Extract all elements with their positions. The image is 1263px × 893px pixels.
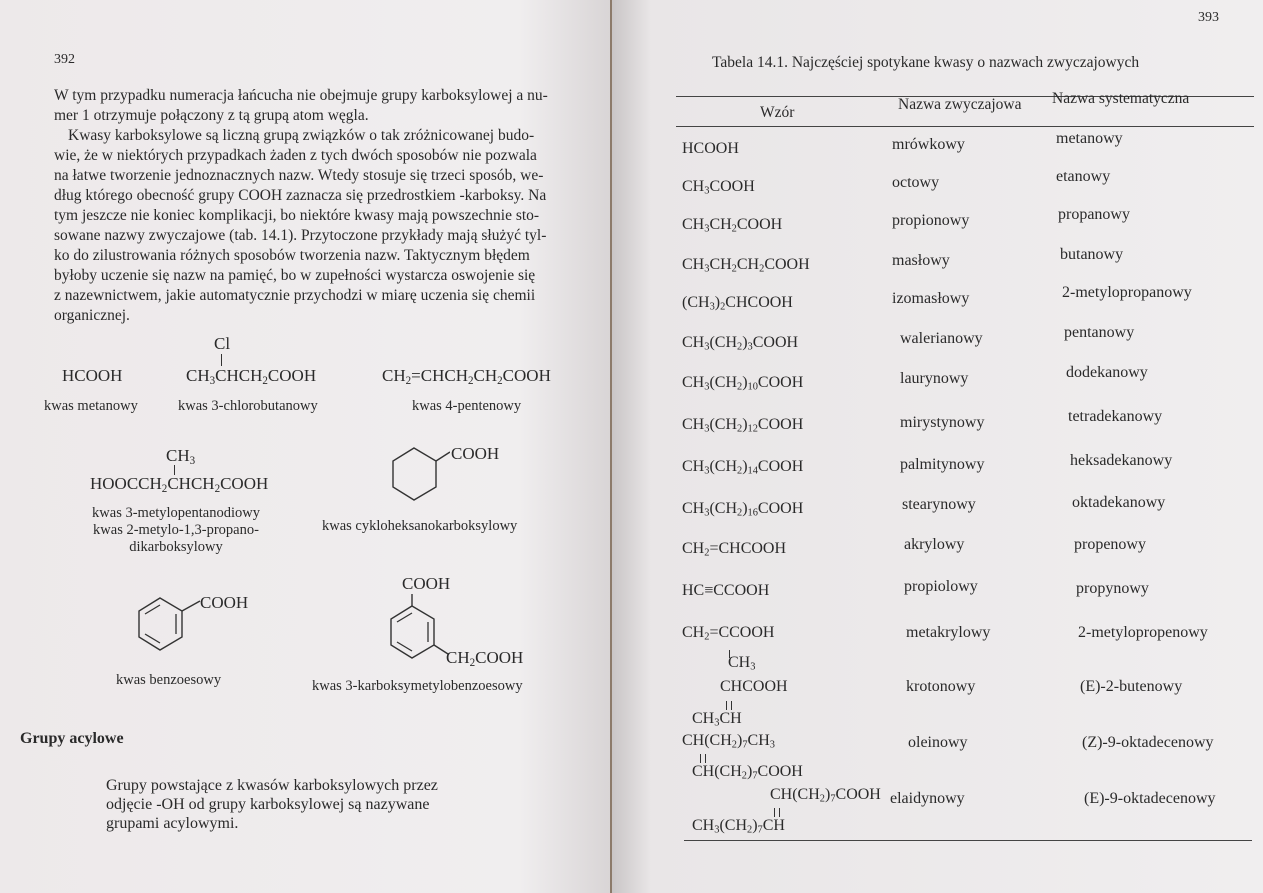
cell-formula: $CH(CH_2)_7CH_3$ <box>682 732 775 751</box>
cell-formula: CHCOOH <box>720 678 788 695</box>
cell-formula: $CH(CH_2)_7COOH$ <box>770 786 881 805</box>
cell-common-name: elaidynowy <box>890 790 965 807</box>
formula-methylpentanedioic: $HOOCCH_2CHCH_2COOH$ <box>90 474 269 495</box>
header-common-name: Nazwa zwyczajowa <box>898 96 1022 113</box>
cyclohexane-ring <box>390 440 450 504</box>
table-row <box>682 206 1242 238</box>
page-number: 392 <box>54 52 75 67</box>
cell-formula: $CH_3CH_2CH_2COOH$ <box>682 256 810 275</box>
name-line: kwas 3-metylopentanodiowy <box>92 505 260 521</box>
formula-chlorobutanoic: $CH_3CHCH_2COOH$ <box>186 366 317 387</box>
paragraph-line: tym jeszcze nie koniec komplikacji, bo niektóre kwasy mają powszechnie sto- <box>54 207 540 224</box>
cell-common-name: metakrylowy <box>906 624 991 641</box>
cell-systematic-name: (E)-2-butenowy <box>1080 678 1183 695</box>
cell-systematic-name: etanowy <box>1056 168 1111 185</box>
cell-systematic-name: oktadekanowy <box>1072 494 1166 511</box>
table-row <box>682 364 1242 396</box>
paragraph-line: mer 1 otrzymuje połączony z tą grupą atom węgla. <box>54 107 369 124</box>
benzene-ring-substituted <box>378 592 450 664</box>
paragraph-line: byłoby uczenie się nazw na pamięć, bo w zupełności wystarcza oswojenie się <box>54 267 536 284</box>
table-row <box>682 578 1242 604</box>
table-row <box>682 786 1242 808</box>
crotonic-lower-line: $CH_3CH$ <box>692 710 742 729</box>
cell-common-name: mrówkowy <box>892 136 965 153</box>
formula-carboxymethyl-cooh: COOH <box>402 574 451 593</box>
cell-formula: $CH_3(CH_2)_3COOH$ <box>682 334 799 353</box>
cell-systematic-name: metanowy <box>1056 130 1123 147</box>
cell-common-name: oleinowy <box>908 734 968 751</box>
table-row <box>682 494 1242 522</box>
paragraph-line: dług którego obecność grupy COOH zaznacza się przedrostkiem -karboksy. Na <box>54 187 547 204</box>
right-page <box>612 0 1263 893</box>
cell-systematic-name: propanowy <box>1058 206 1130 223</box>
table-row <box>682 624 1242 646</box>
body-paragraph <box>54 86 566 326</box>
cell-formula: $CH_3(CH_2)_{16}COOH$ <box>682 500 804 519</box>
header-formula: Wzór <box>760 104 795 121</box>
name-cyclohexanecarboxylic: kwas cykloheksanokarboksylowy <box>322 518 518 534</box>
formula-cyclohex-cooh: COOH <box>451 444 500 463</box>
paragraph-line: ko do zilustrowania różnych sposobów tworzenia nazw. Taktycznym błędem <box>54 247 530 264</box>
formula-methyl-substituent: $CH_3$ <box>166 446 196 467</box>
name-carboxymethylbenzoic: kwas 3-karboksymetylobenzoesowy <box>312 678 523 694</box>
name-chlorobutanoic: kwas 3-chlorobutanowy <box>178 398 318 414</box>
name-pentenoic: kwas 4-pentenowy <box>412 398 522 414</box>
cell-systematic-name: butanowy <box>1060 246 1124 263</box>
formula-pentenoic: $CH_2=CHCH_2CH_2COOH$ <box>382 366 551 387</box>
paragraph-line: sowane nazwy zwyczajowe (tab. 14.1). Przytoczone przykłady mają służyć tyl- <box>54 227 547 244</box>
double-bond <box>700 754 706 763</box>
table-row <box>682 536 1242 562</box>
formula-chloro-substituent: Cl <box>214 334 231 353</box>
cell-formula: HC≡CCOOH <box>682 582 770 599</box>
formula-benzoic-cooh: COOH <box>200 593 249 612</box>
acyl-line: odjęcie -OH od grupy karboksylowej są nazywane <box>106 796 430 813</box>
cell-common-name: propionowy <box>892 212 970 229</box>
bond-line <box>221 354 222 366</box>
cell-systematic-name: (Z)-9-oktadecenowy <box>1082 734 1214 751</box>
acyl-line: Grupy powstające z kwasów karboksylowych przez <box>106 777 438 794</box>
table-rule-header <box>676 126 1254 127</box>
cell-systematic-name: pentanowy <box>1064 324 1135 341</box>
cell-systematic-name: 2-metylopropenowy <box>1078 624 1208 641</box>
cell-formula: $CH_3(CH_2)_{10}COOH$ <box>682 374 804 393</box>
table-row <box>682 130 1242 162</box>
cell-common-name: masłowy <box>892 252 950 269</box>
cell-systematic-name: propynowy <box>1076 580 1149 597</box>
formula-carboxymethyl-ch2cooh: $CH_2COOH$ <box>446 648 524 669</box>
paragraph-line: na łatwe tworzenie jednoznacznych nazw. Wtedy stosuje się trzeci sposób, we- <box>54 167 544 184</box>
table-row <box>682 324 1242 356</box>
name-benzoic: kwas benzoesowy <box>116 672 222 688</box>
cell-common-name: laurynowy <box>900 370 969 387</box>
table-row <box>682 246 1242 278</box>
cell-systematic-name: (E)-9-oktadecenowy <box>1084 790 1216 807</box>
benzene-ring <box>134 590 204 658</box>
cell-systematic-name: propenowy <box>1074 536 1146 553</box>
cell-common-name: krotonowy <box>906 678 976 695</box>
cell-systematic-name: 2-metylopropanowy <box>1062 284 1192 301</box>
acyl-text <box>106 776 438 833</box>
cell-formula: $CH_3CH_2COOH$ <box>682 216 783 235</box>
table-rule-bottom <box>684 840 1252 841</box>
paragraph-line: z nazewnictwem, jakie automatycznie przychodzi w miarę uczenia się chemii <box>54 287 536 304</box>
table-row <box>682 408 1242 438</box>
table-row <box>682 452 1242 480</box>
cell-common-name: izomasłowy <box>892 290 970 307</box>
elaidic-lower-line: $CH_3(CH_2)_7CH$ <box>692 817 785 836</box>
left-page <box>0 0 610 893</box>
paragraph-line: organicznej. <box>54 307 130 324</box>
section-heading: Grupy acylowe <box>20 730 124 747</box>
paragraph-line: W tym przypadku numeracja łańcucha nie obejmuje grupy karboksylowej a nu- <box>54 87 548 104</box>
cell-common-name: walerianowy <box>900 330 983 347</box>
cell-common-name: propiolowy <box>904 578 978 595</box>
double-bond <box>774 808 780 817</box>
name-line: dikarboksylowy <box>129 539 223 555</box>
oleic-lower-line: $CH(CH_2)_7COOH$ <box>692 763 803 782</box>
paragraph-line: Kwasy karboksylowe są liczną grupą związków o tak zróżnicowanej budo- <box>68 127 535 144</box>
formula-hcooh: HCOOH <box>62 366 123 385</box>
cell-common-name: octowy <box>892 174 940 191</box>
paragraph-line: wie, że w niektórych przypadkach żaden z tych dwóch sposobów nie pozwala <box>54 147 537 164</box>
name-line: kwas 2-metylo-1,3-propano- <box>93 522 259 538</box>
cell-formula: $(CH_3)_2CHCOOH$ <box>682 294 793 313</box>
table-row <box>682 732 1242 754</box>
cell-formula: HCOOH <box>682 140 739 157</box>
header-systematic-name: Nazwa systematyczna <box>1052 90 1190 107</box>
cell-formula: $CH_3COOH$ <box>682 178 755 197</box>
cell-systematic-name: heksadekanowy <box>1070 452 1173 469</box>
cell-common-name: mirystynowy <box>900 414 985 431</box>
table-row <box>682 678 1242 700</box>
name-methylpentanedioic <box>88 505 264 556</box>
cell-formula: $CH_3(CH_2)_{14}COOH$ <box>682 458 804 477</box>
cell-common-name: palmitynowy <box>900 456 985 473</box>
double-bond <box>726 701 732 710</box>
name-hcooh: kwas metanowy <box>44 398 138 414</box>
cell-formula: $CH_3(CH_2)_{12}COOH$ <box>682 416 804 435</box>
page-number: 393 <box>1198 10 1219 25</box>
table-row <box>682 168 1242 200</box>
cell-formula: $CH_2=CCOOH$ <box>682 624 775 643</box>
table-row <box>682 284 1242 316</box>
acyl-line: grupami acylowymi. <box>106 815 239 832</box>
cell-systematic-name: dodekanowy <box>1066 364 1148 381</box>
cell-systematic-name: tetradekanowy <box>1068 408 1163 425</box>
methacrylic-substituent: $CH_3$ <box>728 654 756 673</box>
table-caption: Tabela 14.1. Najczęściej spotykane kwasy o nazwach zwyczajowych <box>712 54 1140 71</box>
cell-common-name: stearynowy <box>902 496 976 513</box>
cell-formula: $CH_2=CHCOOH$ <box>682 540 787 559</box>
cell-common-name: akrylowy <box>904 536 965 553</box>
